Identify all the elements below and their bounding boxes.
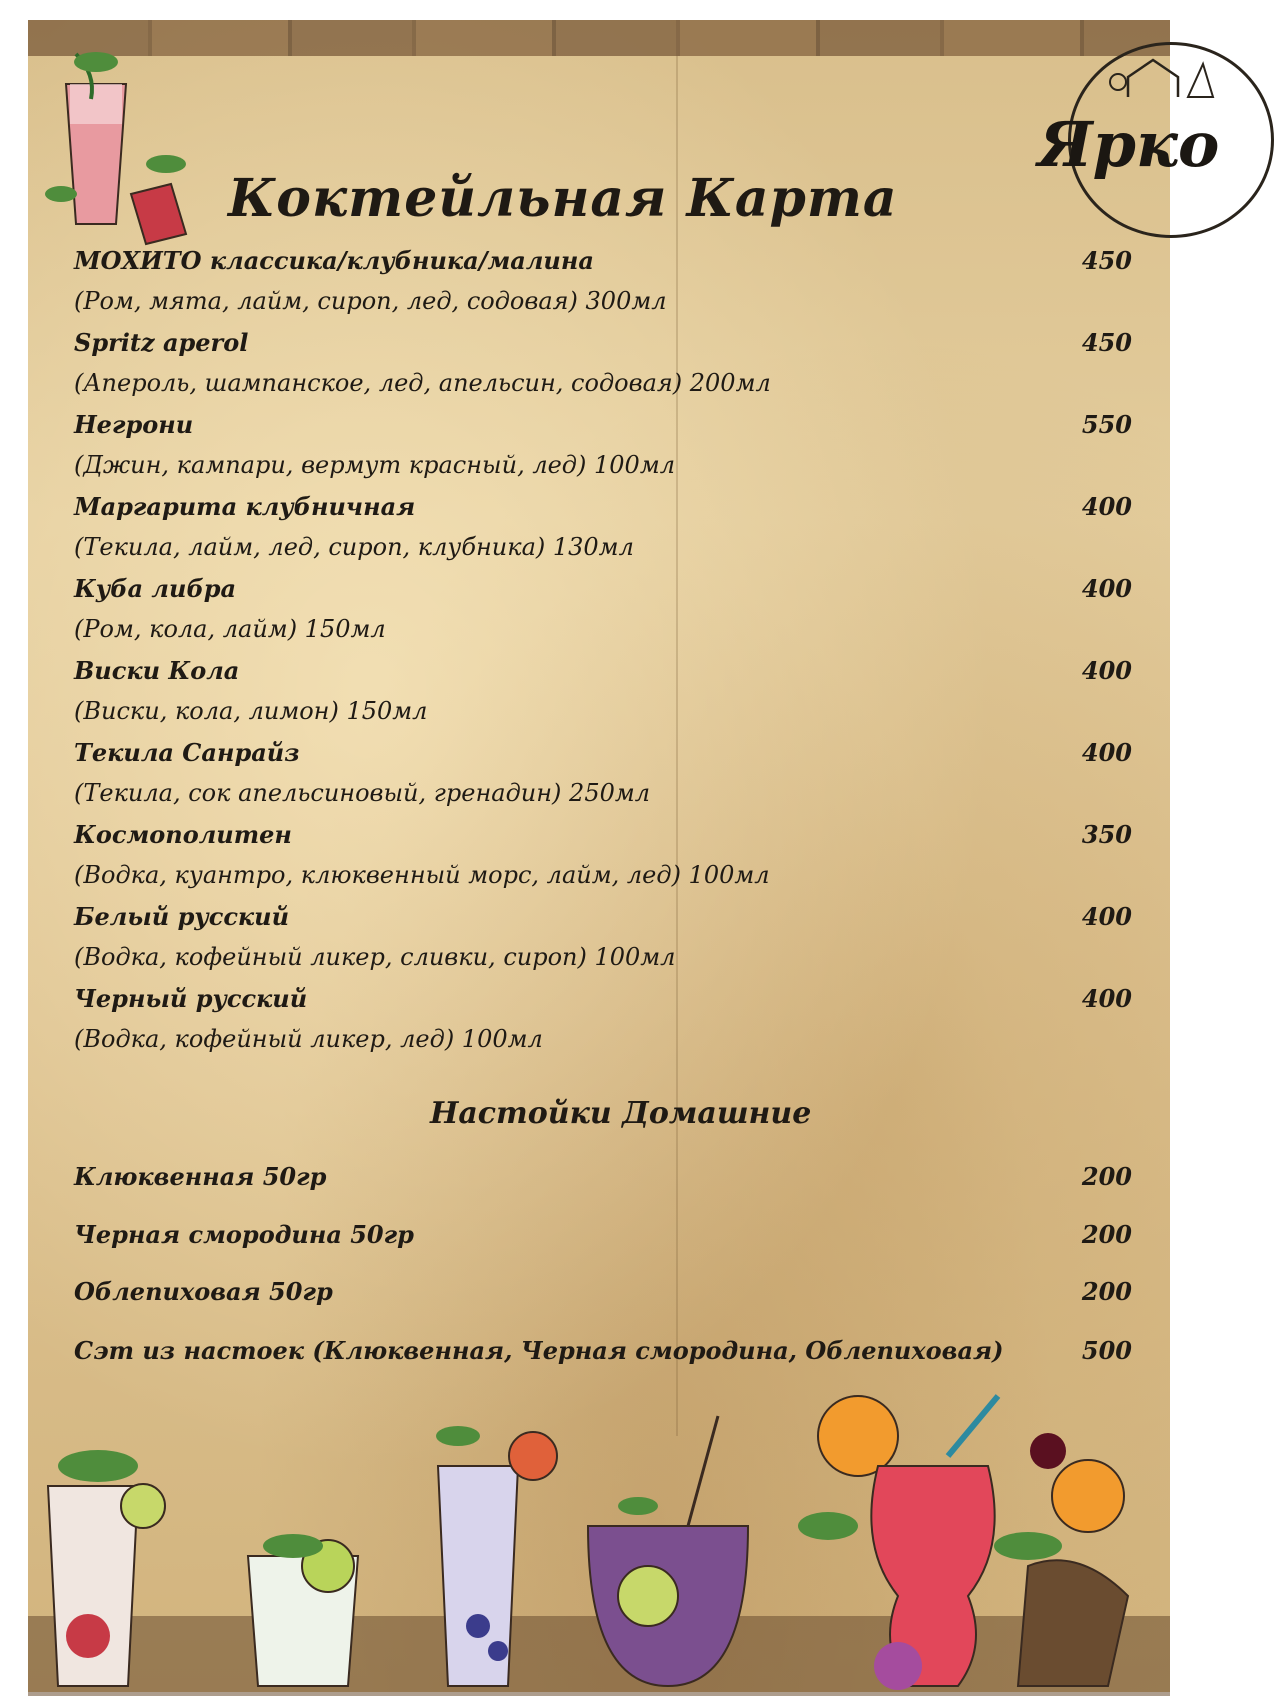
cocktail-name: Космополитен <box>74 820 292 849</box>
cocktail-name: Куба либра <box>74 574 237 603</box>
infusion-price: 200 <box>1081 1162 1132 1191</box>
cocktail-price: 350 <box>1081 820 1132 849</box>
infusion-price: 200 <box>1081 1277 1132 1306</box>
cocktail-description: (Ром, мята, лайм, сироп, лед, содовая) 300мл <box>74 287 667 315</box>
cocktail-description: (Текила, сок апельсиновый, гренадин) 250мл <box>74 779 651 807</box>
cocktail-price: 400 <box>1081 738 1132 767</box>
cocktail-price: 550 <box>1081 410 1132 439</box>
cocktail-price: 400 <box>1081 492 1132 521</box>
house-icon <box>1108 52 1218 102</box>
logo-text: Ярко <box>1038 108 1220 181</box>
cocktail-description: (Джин, кампари, вермут красный, лед) 100мл <box>74 451 675 479</box>
page-title: Коктейльная Карта <box>228 168 898 229</box>
infusion-name: Клюквенная 50гр <box>74 1162 327 1191</box>
infusion-price: 500 <box>1081 1336 1132 1365</box>
bottom-cocktails-illustration <box>28 1396 1170 1696</box>
infusion-price: 200 <box>1081 1220 1132 1249</box>
infusions-title: Настойки Домашние <box>430 1096 812 1131</box>
cocktail-price: 400 <box>1081 902 1132 931</box>
cocktail-description: (Водка, куантро, клюквенный морс, лайм, лед) 100мл <box>74 861 770 889</box>
strawberry-cocktail-illustration <box>36 44 206 244</box>
cocktail-description: (Текила, лайм, лед, сироп, клубника) 130мл <box>74 533 634 561</box>
cocktail-price: 400 <box>1081 984 1132 1013</box>
menu-sheet <box>28 20 1220 1692</box>
cocktail-price: 400 <box>1081 574 1132 603</box>
infusion-name: Облепиховая 50гр <box>74 1277 333 1306</box>
cocktail-name: Spritz aperol <box>74 328 249 357</box>
cocktail-price: 450 <box>1081 328 1132 357</box>
cocktail-name: МОХИТО классика/клубника/малина <box>74 246 594 275</box>
cocktail-description: (Ром, кола, лайм) 150мл <box>74 615 386 643</box>
cocktail-description: (Водка, кофейный ликер, лед) 100мл <box>74 1025 543 1053</box>
cocktail-name: Негрони <box>74 410 194 439</box>
brand-logo <box>1028 42 1228 222</box>
cocktail-name: Белый русский <box>74 902 290 931</box>
cocktail-name: Маргарита клубничная <box>74 492 416 521</box>
cocktail-price: 400 <box>1081 656 1132 685</box>
cocktail-name: Виски Кола <box>74 656 240 685</box>
infusion-name: Сэт из настоек (Клюквенная, Черная смородина, Облепиховая) <box>74 1336 1004 1365</box>
cocktail-name: Текила Санрайз <box>74 738 300 767</box>
cocktail-description: (Водка, кофейный ликер, сливки, сироп) 100мл <box>74 943 676 971</box>
cocktail-description: (Апероль, шампанское, лед, апельсин, содовая) 200мл <box>74 369 771 397</box>
infusion-name: Черная смородина 50гр <box>74 1220 414 1249</box>
cocktail-name: Черный русский <box>74 984 308 1013</box>
cocktail-price: 450 <box>1081 246 1132 275</box>
cocktail-description: (Виски, кола, лимон) 150мл <box>74 697 428 725</box>
